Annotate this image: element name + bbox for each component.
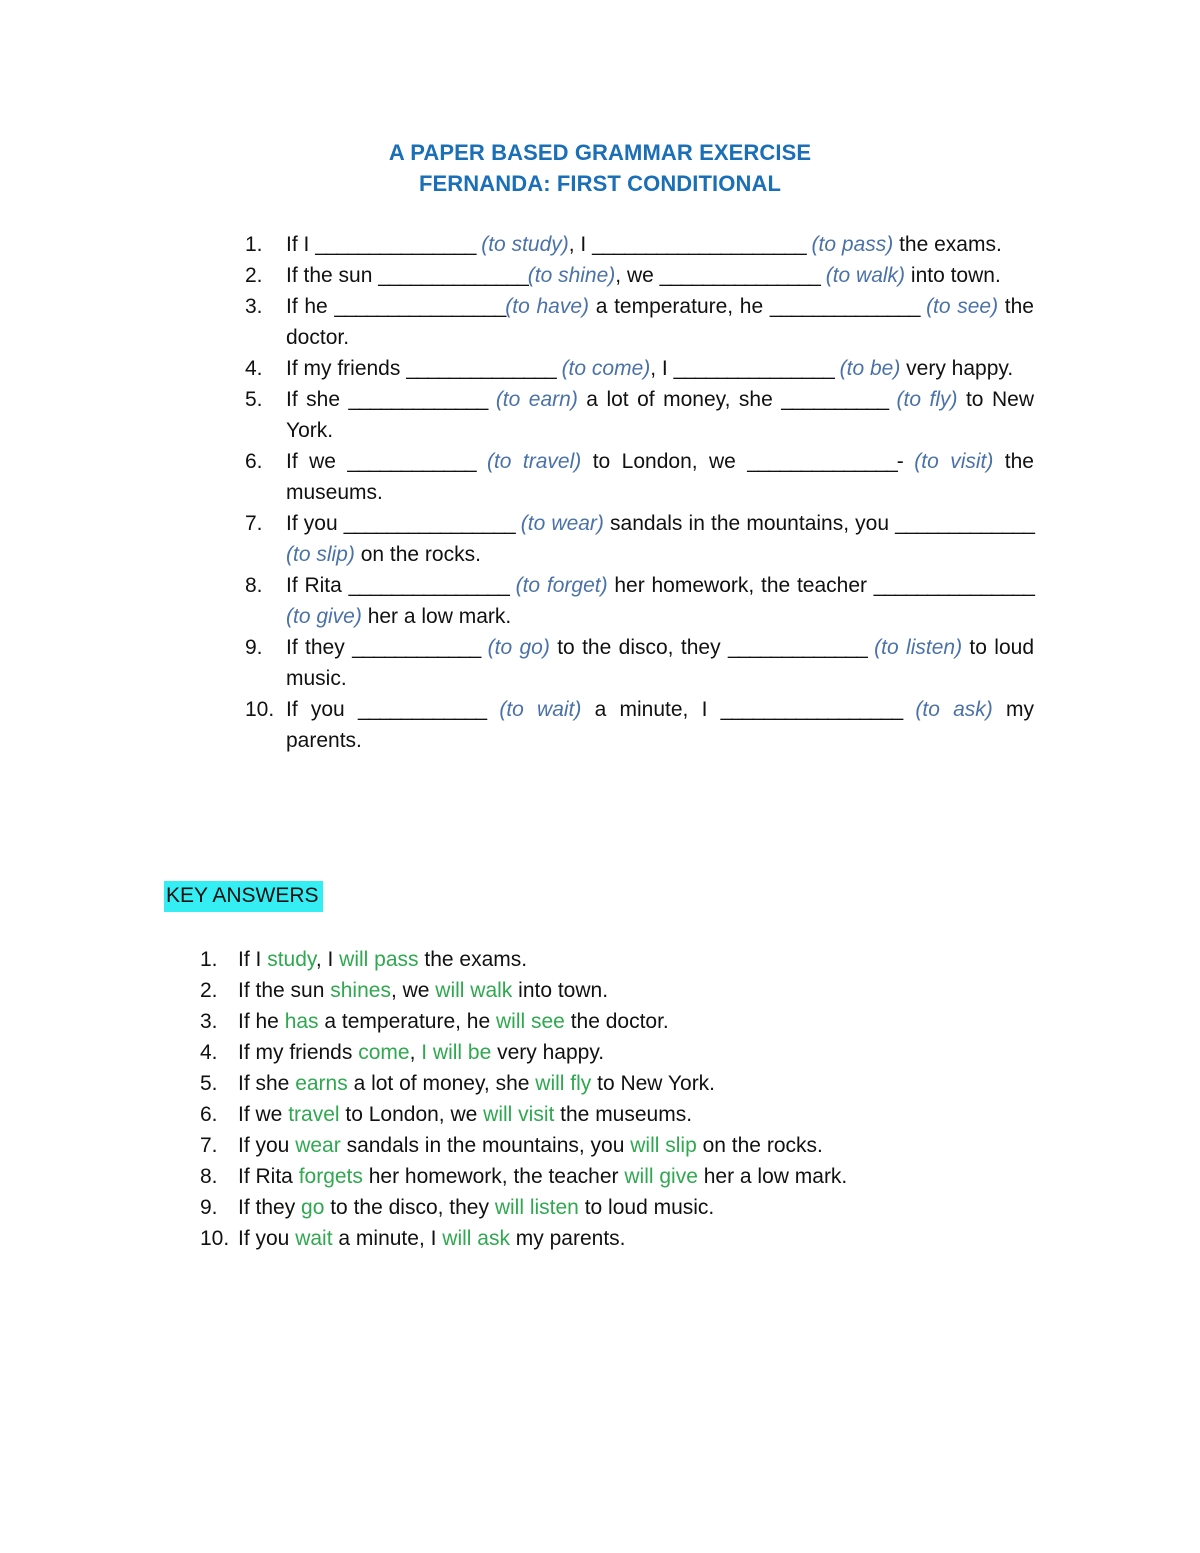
answer-text: earns: [295, 1072, 348, 1095]
sentence-text: her homework, the teacher: [362, 1165, 625, 1188]
sentence-text: into town.: [512, 979, 609, 1002]
exercise-sentence: [286, 291, 1034, 353]
sentence-text: to the disco, they: [324, 1196, 495, 1219]
sentence-text: If they: [286, 636, 353, 659]
sentence-text: If he: [238, 1010, 285, 1033]
sentence-text: sandals in the mountains, you: [340, 1134, 631, 1157]
sentence-text: to loud music.: [286, 636, 1035, 690]
sentence-text: [902, 698, 915, 721]
answer-blank: _______________: [315, 233, 476, 256]
key-answers-heading: KEY ANSWERS: [164, 881, 323, 912]
answer-blank: ____________: [347, 450, 476, 473]
sentence-text: If my friends: [286, 357, 407, 380]
sentence-text: to loud music.: [578, 1196, 715, 1219]
sentence-text: on the rocks.: [696, 1134, 823, 1157]
exercise-number: 7.: [245, 512, 263, 535]
exercise-number: 6.: [245, 450, 263, 473]
sentence-text: her a low mark.: [361, 605, 512, 628]
answer-blank: _______________: [873, 574, 1034, 597]
sentence-text: to the disco, they: [549, 636, 728, 659]
sentence-text: If Rita: [286, 574, 349, 597]
answer-text: has: [284, 1010, 319, 1033]
sentence-text: a lot of money, she: [347, 1072, 536, 1095]
sentence-text: If the sun: [238, 979, 331, 1002]
exercise-item: [0, 384, 1200, 446]
answer-number: 6.: [200, 1103, 218, 1126]
verb-hint: (to be): [839, 357, 901, 380]
sentence-text: a lot of money, she: [577, 388, 782, 411]
answer-blank: ________________: [343, 512, 515, 535]
sentence-text: to New York.: [591, 1072, 716, 1095]
exercise-item: [0, 570, 1200, 632]
verb-hint: (to pass): [811, 233, 894, 256]
exercise-item: [0, 632, 1200, 694]
sentence-text: my parents.: [509, 1227, 626, 1250]
sentence-text: into town.: [905, 264, 1001, 287]
exercise-number: 5.: [245, 388, 263, 411]
verb-hint: (to fly): [896, 388, 958, 411]
answer-item: [0, 1223, 1200, 1254]
answer-sentence: [238, 1037, 604, 1068]
verb-hint: (to slip): [286, 543, 355, 566]
answer-blank: _______________: [673, 357, 834, 380]
verb-hint: (to listen): [874, 636, 963, 659]
answer-blank: __________: [781, 388, 889, 411]
verb-hint: (to travel): [486, 450, 582, 473]
sentence-text: If we: [286, 450, 348, 473]
answer-sentence: [238, 1223, 626, 1254]
answer-item: [0, 1192, 1200, 1223]
answer-key-list: [0, 944, 1200, 1254]
answer-number: 5.: [200, 1072, 218, 1095]
answer-text: will slip: [630, 1134, 697, 1157]
sentence-text: If you: [238, 1134, 296, 1157]
answer-blank: ________________: [334, 295, 506, 318]
sentence-text: the museums.: [554, 1103, 693, 1126]
answer-number: 3.: [200, 1010, 218, 1033]
answer-text: will pass: [339, 948, 419, 971]
answer-blank: ______________: [378, 264, 528, 287]
answer-blank: _____________: [727, 636, 867, 659]
verb-hint: (to see): [926, 295, 999, 318]
sentence-text: If he: [286, 295, 335, 318]
exercise-item: [0, 446, 1200, 508]
answer-item: [0, 1037, 1200, 1068]
answer-blank: ____________: [357, 698, 487, 721]
sentence-text: to London, we: [581, 450, 748, 473]
document-subtitle: FERNANDA: FIRST CONDITIONAL: [418, 171, 781, 196]
verb-hint: (to visit): [914, 450, 994, 473]
verb-hint: (to walk): [825, 264, 906, 287]
exercise-list: [0, 229, 1200, 756]
sentence-text: my parents.: [286, 698, 1035, 752]
answer-blank: _________________: [720, 698, 903, 721]
answer-item: [0, 1130, 1200, 1161]
sentence-text: , I: [315, 948, 340, 971]
answer-sentence: [238, 1099, 692, 1130]
sentence-text: If I: [286, 233, 316, 256]
answer-item: [0, 975, 1200, 1006]
exercise-sentence: [286, 446, 1034, 508]
sentence-text: a minute, I: [581, 698, 721, 721]
sentence-text: , we: [390, 979, 436, 1002]
sentence-text: [487, 388, 495, 411]
answer-sentence: [238, 1130, 823, 1161]
answer-text: forgets: [298, 1165, 363, 1188]
answer-text: will ask: [442, 1227, 510, 1250]
sentence-text: the museums.: [286, 450, 1034, 504]
verb-hint: (to forget): [515, 574, 608, 597]
answer-text: study: [267, 948, 316, 971]
answer-number: 2.: [200, 979, 218, 1002]
answer-text: wear: [295, 1134, 341, 1157]
answer-sentence: [238, 944, 527, 975]
sentence-text: a minute, I: [332, 1227, 443, 1250]
sentence-text: the doctor.: [564, 1010, 669, 1033]
answer-text: will walk: [435, 979, 513, 1002]
answer-number: 4.: [200, 1041, 218, 1064]
sentence-text: the doctor.: [286, 295, 1034, 349]
verb-hint: (to give): [286, 605, 362, 628]
document-title: A PAPER BASED GRAMMAR EXERCISE: [388, 140, 812, 165]
answer-text: I will be: [421, 1041, 492, 1064]
exercise-item: [0, 694, 1200, 756]
exercise-item: [0, 353, 1200, 384]
answer-sentence: [238, 975, 608, 1006]
exercise-sentence: [286, 384, 1034, 446]
answer-number: 10.: [200, 1227, 230, 1250]
answer-blank: ____________: [352, 636, 481, 659]
sentence-text: on the rocks.: [354, 543, 481, 566]
answer-sentence: [238, 1161, 847, 1192]
sentence-text: [903, 450, 914, 473]
answer-blank: _____________: [895, 512, 1034, 535]
verb-hint: (to go): [487, 636, 550, 659]
sentence-text: If you: [286, 512, 344, 535]
sentence-text: , I: [650, 357, 674, 380]
sentence-text: [888, 388, 896, 411]
sentence-text: sandals in the mountains, you: [603, 512, 896, 535]
exercise-item: [0, 508, 1200, 570]
answer-blank: ______________: [406, 357, 556, 380]
sentence-text: a temperature, he: [589, 295, 770, 318]
answer-item: [0, 944, 1200, 975]
answer-blank: _______________: [659, 264, 820, 287]
sentence-text: If we: [238, 1103, 289, 1126]
sentence-text: to London, we: [339, 1103, 484, 1126]
sentence-text: If you: [286, 698, 358, 721]
exercise-sentence: [286, 694, 1034, 756]
sentence-text: very happy.: [900, 357, 1014, 380]
verb-hint: (to shine): [527, 264, 616, 287]
answer-number: 7.: [200, 1134, 218, 1157]
answer-sentence: [238, 1192, 714, 1223]
sentence-text: If I: [238, 948, 268, 971]
sentence-text: If my friends: [238, 1041, 359, 1064]
sentence-text: If they: [238, 1196, 302, 1219]
sentence-text: If she: [238, 1072, 296, 1095]
verb-hint: (to study): [481, 233, 569, 256]
answer-number: 9.: [200, 1196, 218, 1219]
verb-hint: (to come): [561, 357, 651, 380]
exercise-number: 3.: [245, 295, 263, 318]
answer-blank: ______________: [769, 295, 920, 318]
answer-item: [0, 1161, 1200, 1192]
exercise-number: 10.: [245, 698, 275, 721]
sentence-text: her a low mark.: [697, 1165, 848, 1188]
exercise-sentence: [286, 570, 1034, 632]
exercise-number: 8.: [245, 574, 263, 597]
answer-sentence: [238, 1006, 669, 1037]
sentence-text: [480, 636, 487, 659]
sentence-text: If she: [286, 388, 349, 411]
sentence-text: , I: [568, 233, 593, 256]
sentence-text: the exams.: [893, 233, 1002, 256]
sentence-text: to New York.: [286, 388, 1034, 442]
answer-item: [0, 1006, 1200, 1037]
answer-item: [0, 1099, 1200, 1130]
answer-item: [0, 1068, 1200, 1099]
answer-number: 8.: [200, 1165, 218, 1188]
sentence-text: the exams.: [418, 948, 528, 971]
exercise-sentence: [286, 260, 1034, 291]
sentence-text: a temperature, he: [318, 1010, 496, 1033]
verb-hint: (to wear): [520, 512, 604, 535]
sentence-text: her homework, the teacher: [607, 574, 874, 597]
sentence-text: , we: [615, 264, 660, 287]
verb-hint: (to ask): [915, 698, 993, 721]
answer-text: shines: [330, 979, 391, 1002]
answer-blank: ______________-: [747, 450, 903, 473]
sentence-text: [509, 574, 516, 597]
verb-hint: (to have): [505, 295, 590, 318]
answer-text: will fly: [535, 1072, 592, 1095]
answer-text: come: [358, 1041, 410, 1064]
verb-hint: (to wait): [499, 698, 582, 721]
answer-text: travel: [288, 1103, 340, 1126]
sentence-text: ,: [409, 1041, 422, 1064]
exercise-sentence: [286, 353, 1034, 384]
answer-text: go: [301, 1196, 325, 1219]
exercise-number: 4.: [245, 357, 263, 380]
answer-text: wait: [295, 1227, 333, 1250]
exercise-item: [0, 229, 1200, 260]
exercise-number: 2.: [245, 264, 263, 287]
answer-number: 1.: [200, 948, 218, 971]
sentence-text: [476, 450, 487, 473]
exercise-sentence: [286, 632, 1034, 694]
sentence-text: [486, 698, 499, 721]
exercise-sentence: [286, 229, 1034, 260]
sentence-text: If the sun: [286, 264, 379, 287]
answer-blank: _____________: [348, 388, 488, 411]
exercise-item: [0, 260, 1200, 291]
answer-blank: _______________: [348, 574, 509, 597]
answer-text: will visit: [483, 1103, 555, 1126]
answer-text: will give: [624, 1165, 698, 1188]
verb-hint: (to earn): [495, 388, 578, 411]
exercise-number: 1.: [245, 233, 263, 256]
answer-text: will see: [496, 1010, 565, 1033]
answer-sentence: [238, 1068, 715, 1099]
answer-blank: ____________________: [592, 233, 806, 256]
answer-text: will listen: [494, 1196, 579, 1219]
sentence-text: very happy.: [491, 1041, 605, 1064]
sentence-text: If you: [238, 1227, 296, 1250]
exercise-sentence: [286, 508, 1034, 570]
exercise-number: 9.: [245, 636, 263, 659]
sentence-text: If Rita: [238, 1165, 299, 1188]
exercise-item: [0, 291, 1200, 353]
